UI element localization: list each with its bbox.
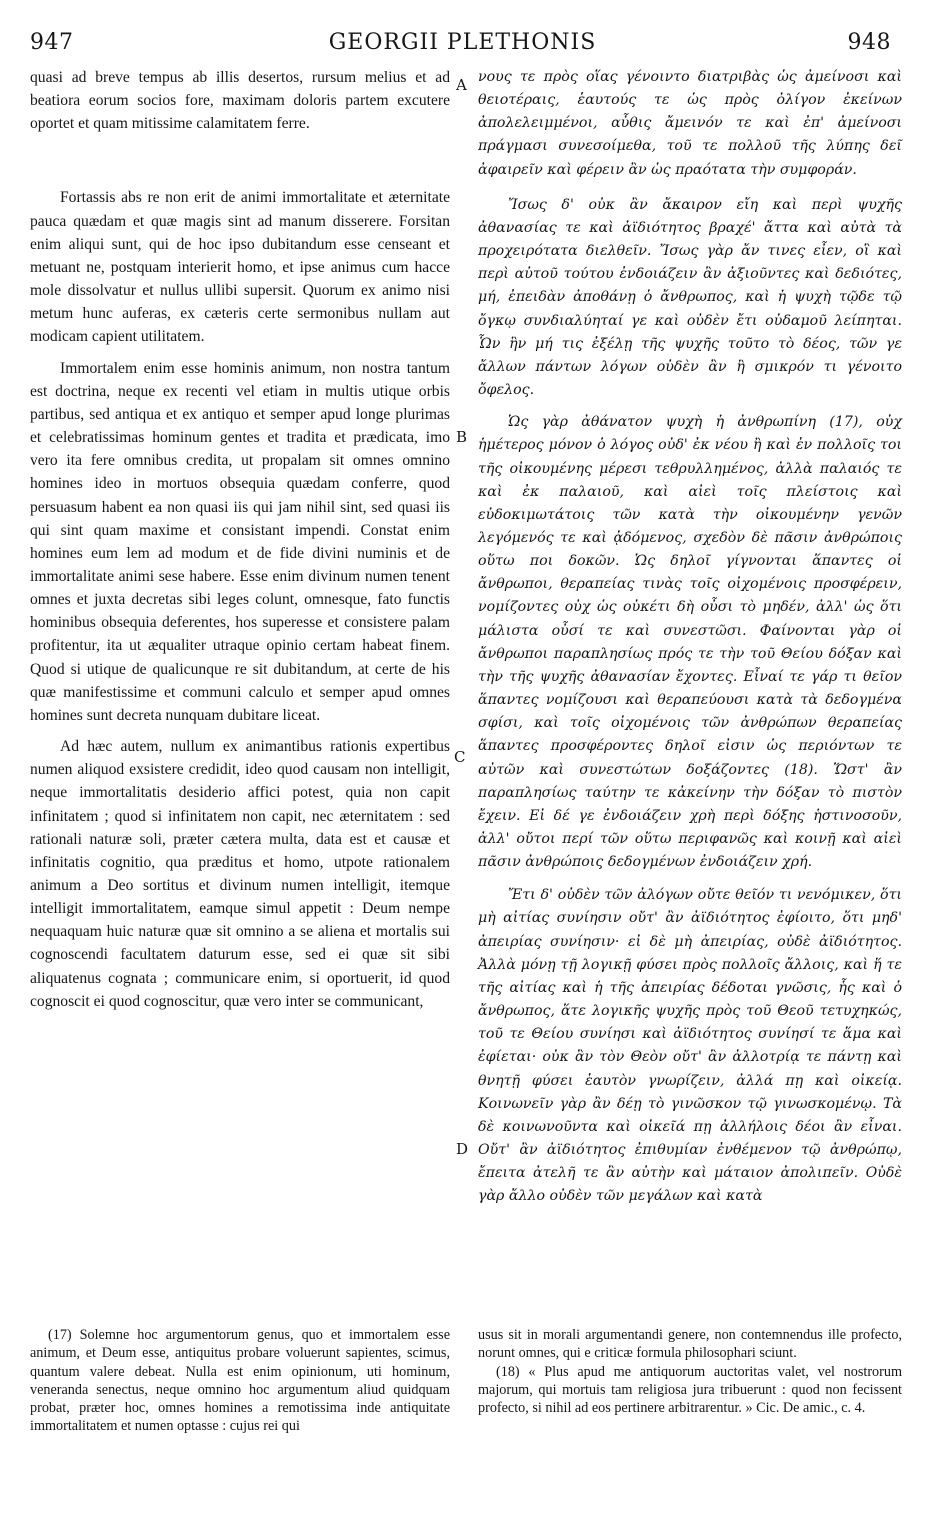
paragraph-gap: [30, 349, 450, 357]
paragraph-gap: [478, 874, 902, 884]
footnotes-left: [30, 1326, 450, 1436]
footnote-17: (17) Solemne hoc argumentorum genus, quo et immortalem esse animum, et Deum esse, antiquitus probare voluerunt sapientes, scimus, quantum valere debeat. Nulla est enim opinionum, uti hominum, veneranda senectus, neque omnino hoc argumentum aliud quidquam probat, præter hoc, omnes homines a remotissima inde antiquitate immortalitatem et numen optasse : cujus rei qui: [30, 1327, 450, 1435]
greek-paragraph-2: Ἴσως δ' οὐκ ἂν ἄκαιρον εἴη καὶ περὶ ψυχῆς ἀθανασίας τε καὶ ἀϊδιότητος βραχέ' ἄττα καὶ αὐτὰ τὰ προχειρότατα διελθεῖν. Ἴσως γὰρ ἄν τινες εἶεν, οἳ καὶ περὶ αὐτοῦ τούτου ἐνδοιάζειν ἂν ἀξιοῦντες καὶ δεδιότες, μή, ἐπειδὰν ἀποθάνῃ ὁ ἄνθρωπος, καὶ ἡ ψυχὴ τῷδε τῷ ὄγκῳ συνδιαλύηταί γε καὶ οὐδὲν ἔτι οὐδαμοῦ λείπηται. Ὧν ἣν μή τις ἐξέλῃ τῆς ψυχῆς τοῦτο τὸ δέος, τῶν γε ἄλλων πάντων λόγων οὐδὲν ἂν ἢ σμικρόν τι γένοιτο ὄφελος.: [478, 196, 902, 399]
paragraph-gap: [478, 182, 902, 194]
footnotes-right: [478, 1326, 902, 1417]
margin-marker-d: D: [456, 1140, 469, 1158]
latin-column: [30, 66, 450, 1013]
paragraph-gap: [30, 135, 450, 186]
margin-marker-a: A: [456, 76, 467, 94]
running-title: GEORGII PLETHONIS: [328, 30, 597, 55]
latin-paragraph-2: Fortassis abs re non erit de animi immortalitate et æternitate pauca quædam et quæ magis sint ad manum disserere. Forsitan enim aliqui sunt, qui de hoc ipso dubitandum esse censeant et metuant ne, postquam interierit homo, et ipse animus cum hacce mole dissolvatur et nullus ullibi supersit. Quorum ex animo nisi metum hunc auferas, ex cæteris certe sermonibus nullam aut modicam capient utilitatem.: [30, 189, 450, 346]
right-page-number: 948: [847, 30, 891, 55]
latin-paragraph-1: quasi ad breve tempus ab illis desertos, rursum melius et ad beatiora eorum socios fore, maximam doloris partem excutere oportet et quam mitissime calamitatem ferre.: [30, 69, 450, 133]
left-page-number: 947: [30, 30, 74, 55]
footnote-18: (18) « Plus apud me antiquorum auctoritas valet, vel nostrorum majorum, qui mortuis tam religiosa jura tribuerunt : quod non fecissent profecto, si nihil ad eos pertinere arbitrarentur. » Cic. De amic., c. 4.: [478, 1363, 902, 1417]
margin-marker-c: C: [454, 748, 466, 766]
latin-paragraph-3: Immortalem enim esse hominis animum, non nostra tantum est doctrina, neque ex recenti vel etiam in multis utique orbis partibus, sed antiqua et ex antiquo et semper apud longe plurimas et celebratissimas hominum gentes et tradita et prædicata, imo vero ita fere omnibus credita, ut propalam sit omnes omnino homines ideo in mortuos obsequia quædam conferre, quod persuasum habent ea non quasi iis qui jam nihil sint, sed quasi iis qui sint quam maxime et consistant impendi. Constat enim homines eum lem ad modum et de fide divini numinis et de immortalitate animi sese habere. Esse enim divinum numen tenent omnes et juxta decretas sibi leges colunt, omnesque, fato functis hominibus obsequia deferentes, hos superesse et consistere palam profitentur, ita ut æqualiter utraque opinio certam habeat finem. Quod si utique de qualicunque re sit dubitandum, at certe de his quæ manifestissime et communi calculo et semper apud omnes homines sunt decreta nunquam dubitare liceat.: [30, 359, 450, 724]
greek-paragraph-1: νους τε πρὸς οἵας γένοιντο διατριβὰς ὡς ἀμείνοσι καὶ θειοτέραις, ἑαυτούς τε ὡς πρὸς ὀλίγον ἐκείνων ἀπολελειμμένοι, αὖθις ἄμεινόν τε καὶ ἐπ' ἀμείνοσι πράγμασι συνεσοίμεθα, τοῦ τε πολλοῦ τῆς λύπης δεῖ ἀφαιρεῖν καὶ φέρειν ἂν ὡς πραότατα τὴν συμφοράν.: [478, 69, 902, 178]
margin-marker-b: B: [456, 428, 468, 446]
paragraph-gap: [30, 727, 450, 735]
greek-column: [478, 66, 902, 1209]
greek-paragraph-3: Ὡς γὰρ ἀθάνατον ψυχὴ ἡ ἀνθρωπίνη (17), οὐχ ἡμέτερος μόνον ὁ λόγος οὐδ' ἐκ νέου ἢ καὶ ἐν πολλοῖς τοι τῆς οἰκουμένης μέρεσι τεθρυλλημένος, ἀλλὰ παλαιός τε καὶ ἐκ παλαιοῦ, καὶ αἰεὶ τοῖς πλείστοις καὶ εὐδοκιμωτάτοις τῶν κατὰ τὴν οἰκουμένην γενῶν λεγόμενός τε καὶ ᾀδόμενος, σχεδὸν δὲ πᾶσιν ἀνθρώποις οὕτω ποι δοκῶν. Ὡς δηλοῖ γίγνονται ἅπαντες οἱ ἄνθρωποι, θεραπείας τινὰς τοῖς οἰχομένοις προσφέρειν, νομίζοντες οὐχ ὡς οὐκέτι δὴ οὖσι τὸ μηδέν, ἀλλ' ὡς ὅτι μάλιστα οὖσί τε καὶ συνεστῶσι. Φαίνονται γὰρ οἱ ἄνθρωποι παραπλησίως πρός τε τὴν τοῦ Θείου δόξαν καὶ τὴν τῆς ψυχῆς ἀθανασίαν ἔχοντες. Εἶναί τε γάρ τι θεῖον ἅπαντες νομίζουσι καὶ θεραπεύουσι κατὰ τὰ δεδογμένα σφίσι, καὶ τοῖς οἰχομένοις τῶν ἀνθρώπων θεραπείας ἅπαντες προσφέροντες δηλοῖ εἰσιν ὡς περιόντων τε αὐτῶν καὶ συνεστώτων δοξάζοντες (18). Ὥστ' ἂν παραπλησίως ταύτην τε κἀκείνην τὴν δόξαν τὸ πιστὸν ἔχειν. Εἰ δέ γε ἐνδοιάζειν χρὴ περὶ δόξης ἡστινοσοῦν, ἀλλ' οὔτοι περί τῶν οὕτω περιφανῶς καὶ κοινῇ καὶ αἰεὶ πᾶσιν ἀνθρώποις δεδογμένων ἐνδοιάζειν χρή.: [478, 414, 902, 871]
footnote-17-continued: usus sit in morali argumentandi genere, non contemnendus ille profecto, norunt omnes, qui e criticæ formula philosophari sciunt.: [478, 1327, 902, 1362]
latin-paragraph-4: Ad hæc autem, nullum ex animantibus rationis expertibus numen aliquod exsistere credidit, ideo quod causam non intelligit, neque immortalitatis desiderio affici potest, quia non capit infinitatem ; quod si infinitatem non capit, nec æternitatem : sed rationali naturæ soli, præter cætera multa, data est et causæ et infinitatis cognitio, qua præditus et homo, utpote rationalem animum a Deo sortitus et divinum numen intelligit, itemque intelligit immortalitatem, eamque simul appetit : Deum nempe nequaquam huic naturæ quæ sit omnino a se aliena et mortalis sui cognoscendi facultatem daturum esse, sed ei quæ sit sibi aliquatenus cognata ; communicare enim, si oportuerit, id quod cognoscit ei quod cognoscitur, quæ vero inter se communicant,: [30, 738, 450, 1010]
greek-paragraph-4: Ἔτι δ' οὐδὲν τῶν ἀλόγων οὔτε θεῖόν τι νενόμικεν, ὅτι μὴ αἰτίας συνίησιν οὔτ' ἂν ἀϊδιότητος ἐφίοιτο, ὅτι μηδ' ἀπειρίας συνίησιν· εἰ δὲ μὴ ἀπειρίας, οὐδὲ ἀϊδιότητος. Ἀλλὰ μόνῃ τῇ λογικῇ φύσει πρὸς πολλοῖς ἄλλοις, καὶ ἥ τε τῆς αἰτίας καὶ ἡ τῆς ἀπειρίας δέδοται γνῶσις, ἧς καὶ ὁ ἄνθρωπος, ἅτε λογικῆς ψυχῆς πρὸς τοῦ Θεοῦ τετυχηκώς, τοῦ τε Θείου συνίησι καὶ ἀϊδιότητος συνίησί τε ἅμα καὶ ἐφίεται· οὐκ ἂν τὸν Θεὸν οὔτ' ἂν ἀλλοτρίᾳ τε πάντῃ καὶ θνητῇ φύσει ἑαυτὸν γνωρίζειν, ἀλλά πῃ καὶ οἰκείᾳ. Κοινωνεῖν γὰρ ἂν δέῃ τὸ γινῶσκον τῷ γινωσκομένῳ. Τὰ δὲ κοινωνοῦντα καὶ οἰκεῖά πῃ ἀλλήλοις δέοι ἂν εἶναι. Οὔτ' ἂν ἀϊδιότητος ἐπιθυμίαν ἐνθέμενον τῷ ἀνθρώπῳ, ἔπειτα ἀτελῆ τε ἂν αὐτὴν καὶ μάταιον ἀπολιπεῖν. Οὐδὲ γὰρ ἄλλο οὐδὲν τῶν μεγάλων καὶ κατὰ: [478, 887, 902, 1205]
paragraph-gap: [478, 402, 902, 411]
